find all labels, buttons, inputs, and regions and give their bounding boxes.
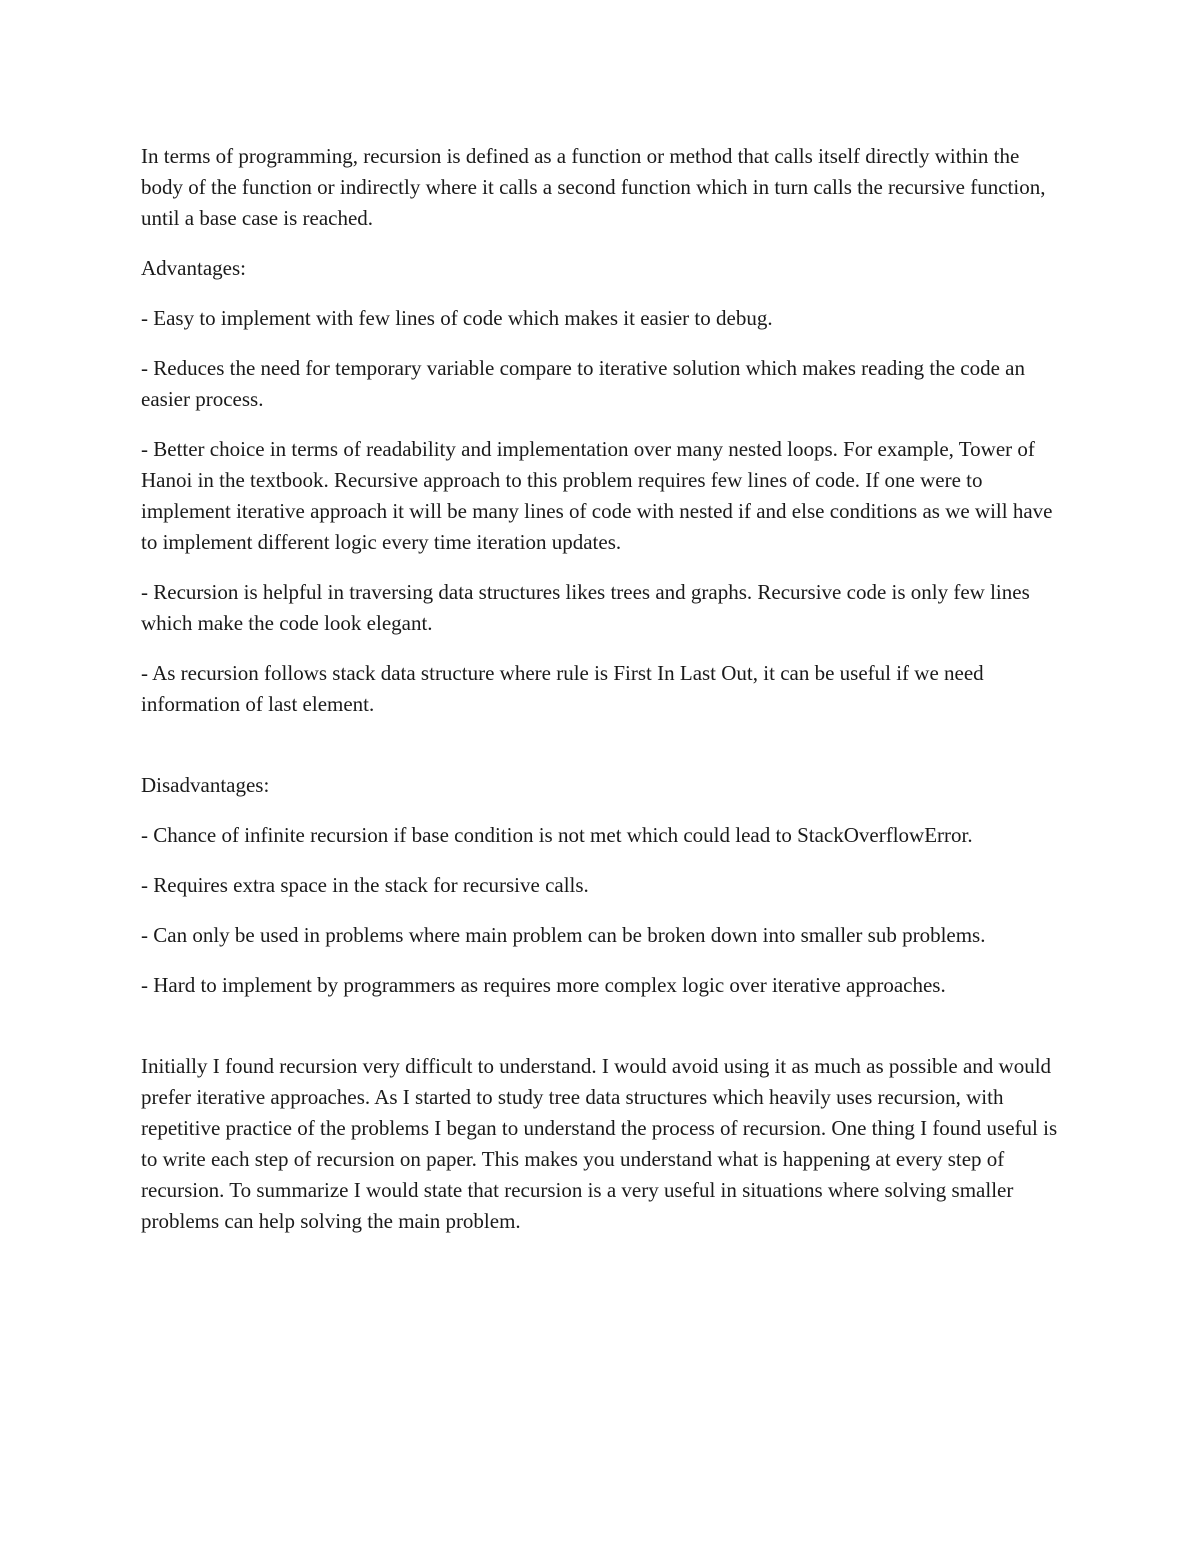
disadvantage-item: - Chance of infinite recursion if base condition is not met which could lead to StackOverflowError. bbox=[141, 823, 973, 847]
advantage-item: - Recursion is helpful in traversing data structures likes trees and graphs. Recursive code is only few lines which make the code look elegant. bbox=[141, 580, 1030, 635]
disadvantage-item: - Requires extra space in the stack for recursive calls. bbox=[141, 873, 589, 897]
disadvantages-heading: Disadvantages: bbox=[141, 773, 270, 797]
blank-line bbox=[141, 739, 1061, 770]
advantage-item: - As recursion follows stack data structure where rule is First In Last Out, it can be useful if we need information of last element. bbox=[141, 661, 984, 716]
blank-line bbox=[141, 1020, 1061, 1051]
document-body bbox=[141, 141, 1061, 1256]
advantage-item: - Easy to implement with few lines of code which makes it easier to debug. bbox=[141, 306, 773, 330]
conclusion-paragraph: Initially I found recursion very difficult to understand. I would avoid using it as much as possible and would prefer iterative approaches. As I started to study tree data structures which heavily uses recursion, with repetitive practice of the problems I began to understand the process of recursion. One thing I found useful is to write each step of recursion on paper. This makes you understand what is happening at every step of recursion. To summarize I would state that recursion is a very useful in situations where solving smaller problems can help solving the main problem. bbox=[141, 1054, 1058, 1233]
advantage-item: - Better choice in terms of readability and implementation over many nested loops. For example, Tower of Hanoi in the textbook. Recursive approach to this problem requires few lines of code. If one were to implement iterative approach it will be many lines of code with nested if and else conditions as we will have to implement different logic every time iteration updates. bbox=[141, 437, 1053, 554]
intro-paragraph: In terms of programming, recursion is defined as a function or method that calls itself directly within the body of the function or indirectly where it calls a second function which in turn calls the recursive function, until a base case is reached. bbox=[141, 144, 1046, 230]
disadvantage-item: - Can only be used in problems where main problem can be broken down into smaller sub problems. bbox=[141, 923, 986, 947]
disadvantage-item: - Hard to implement by programmers as requires more complex logic over iterative approaches. bbox=[141, 973, 946, 997]
advantages-heading: Advantages: bbox=[141, 256, 246, 280]
advantage-item: - Reduces the need for temporary variable compare to iterative solution which makes reading the code an easier process. bbox=[141, 356, 1025, 411]
